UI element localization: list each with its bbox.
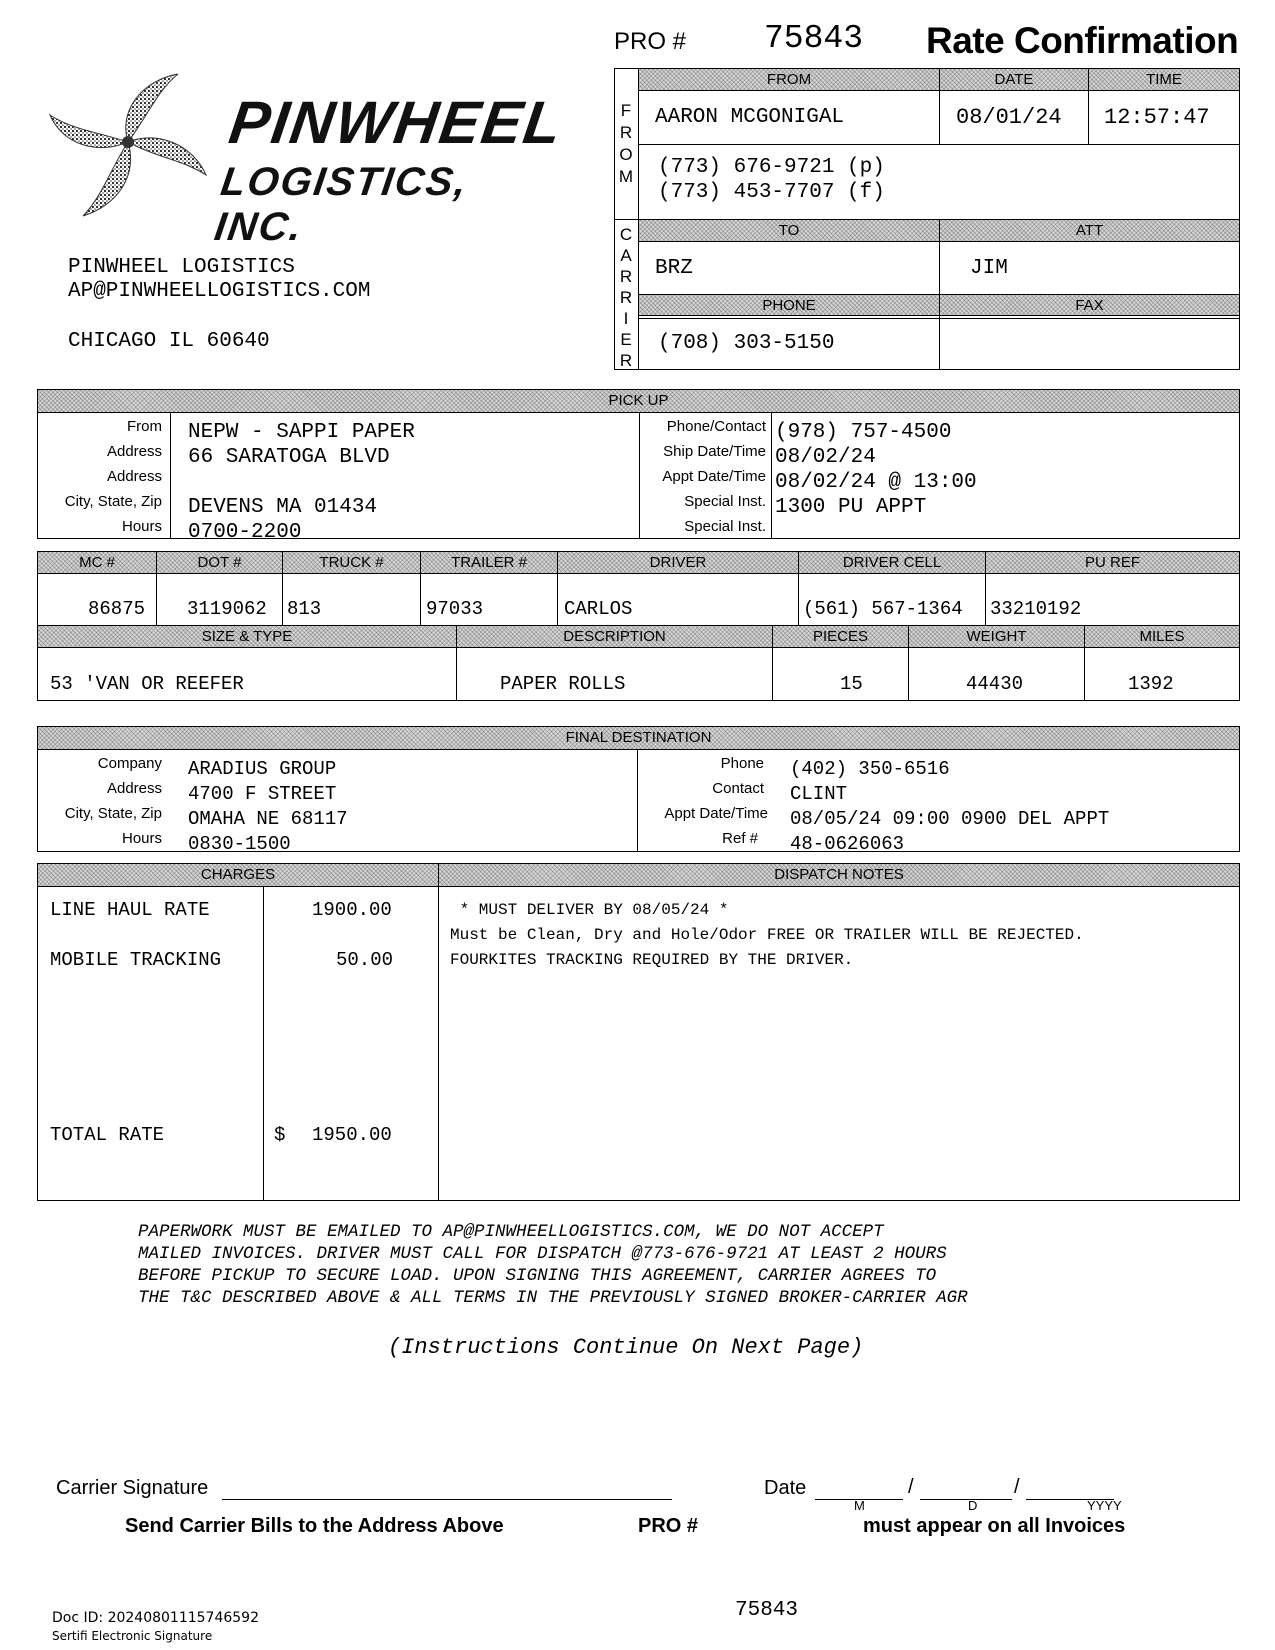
dest-label-ref: Ref # xyxy=(722,830,758,847)
month-caption: M xyxy=(854,1498,865,1513)
carrier-to: BRZ xyxy=(655,257,693,280)
pickup-ship-date: 08/02/24 xyxy=(775,446,876,469)
truck-header: TRUCK # xyxy=(283,552,420,574)
pickup-city: DEVENS MA 01434 xyxy=(188,496,378,519)
pickup-label-city: City, State, Zip xyxy=(64,493,162,510)
charges-header: CHARGES xyxy=(38,864,438,887)
date-label: Date xyxy=(764,1477,807,1499)
continue-note: (Instructions Continue On Next Page) xyxy=(388,1335,864,1360)
dest-label-hours: Hours xyxy=(121,830,162,847)
pu-ref: 33210192 xyxy=(990,598,1082,620)
from-time: 12:57:47 xyxy=(1104,105,1210,130)
dispatch-header: DISPATCH NOTES xyxy=(439,864,1239,887)
pieces: 15 xyxy=(840,673,863,695)
mc-number: 86875 xyxy=(88,598,146,620)
description: PAPER ROLLS xyxy=(500,673,626,695)
dot-header: DOT # xyxy=(157,552,282,574)
line-haul-label: LINE HAUL RATE xyxy=(50,899,210,921)
carrier-att: JIM xyxy=(970,257,1008,280)
weight-header: WEIGHT xyxy=(909,626,1084,648)
dest-company: ARADIUS GROUP xyxy=(188,758,337,780)
mc-header: MC # xyxy=(38,552,156,574)
logo-name: PINWHEEL xyxy=(225,89,568,156)
company-name: PINWHEEL LOGISTICS xyxy=(68,256,295,279)
pro-number: 75843 xyxy=(764,20,864,57)
pickup-label-special: Special Inst. xyxy=(684,493,766,510)
dest-label-contact: Contact xyxy=(712,780,764,797)
dest-address: 4700 F STREET xyxy=(188,783,337,805)
date-header: DATE xyxy=(940,69,1088,91)
dest-label-city: City, State, Zip xyxy=(64,805,162,822)
to-header: TO xyxy=(639,220,939,242)
carrier-signature-label: Carrier Signature xyxy=(56,1477,209,1499)
total-rate-label: TOTAL RATE xyxy=(50,1124,165,1146)
size-type-header: SIZE & TYPE xyxy=(38,626,456,648)
pinwheel-icon xyxy=(48,70,208,220)
company-city: CHICAGO IL 60640 xyxy=(68,330,270,353)
miles-header: MILES xyxy=(1085,626,1239,648)
pickup-header: PICK UP xyxy=(38,390,1239,413)
pickup-special: 1300 PU APPT xyxy=(775,496,927,519)
year-caption: YYYY xyxy=(1087,1498,1122,1513)
fax-header: FAX xyxy=(940,294,1239,316)
dispatch-note: Must be Clean, Dry and Hole/Odor FREE OR TRAILER WILL BE REJECTED. xyxy=(450,926,1084,944)
total-rate-amount: 1950.00 xyxy=(312,1124,392,1146)
dest-label-company: Company xyxy=(97,755,162,772)
pickup-label-appt: Appt Date/Time xyxy=(662,468,766,485)
pieces-header: PIECES xyxy=(773,626,908,648)
pickup-label-special2: Special Inst. xyxy=(684,518,766,535)
terms-text: PAPERWORK MUST BE EMAILED TO AP@PINWHEELLOGISTICS.COM, WE DO NOT ACCEPT MAILED INVOICES. DRIVER MUST CALL FOR DISPATCH @773-676-9721 AT LEAST 2 HOURS BEFORE PICKUP TO SECURE LOAD. UPON SIGNING THIS AGREEMENT, CARRIER AGREES TO THE T&C DESCRIBED ABOVE & ALL TERMS IN THE PREVIOUSLY SIGNED BROKER-CARRIER AGR xyxy=(138,1222,968,1308)
phone-header: PHONE xyxy=(639,294,939,316)
pickup-label-hours: Hours xyxy=(121,518,162,535)
dest-appt: 08/05/24 09:00 0900 DEL APPT xyxy=(790,808,1110,830)
carrier-signature-line[interactable] xyxy=(222,1499,672,1500)
from-fax: (773) 453-7707 (f) xyxy=(658,181,885,204)
company-logo xyxy=(48,70,568,249)
pickup-hours: 0700-2200 xyxy=(188,521,302,538)
sertifi-label: Sertifi Electronic Signature xyxy=(52,1629,213,1643)
footer-pro-number: 75843 xyxy=(735,1599,799,1622)
truck-number: 813 xyxy=(287,598,322,620)
dest-ref: 48-0626063 xyxy=(790,833,905,850)
pickup-phone: (978) 757-4500 xyxy=(775,421,952,444)
dest-city: OMAHA NE 68117 xyxy=(188,808,348,830)
pickup-label-address: Address xyxy=(106,443,162,460)
pickup-label-ship: Ship Date/Time xyxy=(663,443,766,460)
pickup-from: NEPW - SAPPI PAPER xyxy=(188,421,415,444)
dest-label-appt: Appt Date/Time xyxy=(664,805,768,822)
dispatch-note: FOURKITES TRACKING REQUIRED BY THE DRIVER. xyxy=(450,951,854,969)
pro-label: PRO # xyxy=(614,28,687,55)
carrier-side-label: C A R R I E R xyxy=(619,225,633,370)
logo-subtitle: LOGISTICS, INC. xyxy=(211,160,472,249)
from-date: 08/01/24 xyxy=(956,105,1062,130)
must-appear-note: must appear on all Invoices xyxy=(863,1515,1126,1537)
pickup-address: 66 SARATOGA BLVD xyxy=(188,446,390,469)
pickup-label-from: From xyxy=(127,418,162,435)
time-header: TIME xyxy=(1089,69,1239,91)
dest-phone: (402) 350-6516 xyxy=(790,758,950,780)
miles: 1392 xyxy=(1128,673,1174,695)
trailer-header: TRAILER # xyxy=(421,552,557,574)
driver-name: CARLOS xyxy=(564,598,633,620)
dest-label-address: Address xyxy=(106,780,162,797)
from-header: FROM xyxy=(639,69,939,91)
weight: 44430 xyxy=(966,673,1024,695)
trailer-number: 97033 xyxy=(426,598,484,620)
doc-id: Doc ID: 20240801115746592 xyxy=(52,1610,259,1626)
destination-header: FINAL DESTINATION xyxy=(38,727,1239,750)
day-caption: D xyxy=(968,1498,978,1513)
pu-ref-header: PU REF xyxy=(986,552,1239,574)
line-haul-amount: 1900.00 xyxy=(312,899,392,921)
from-side-label: F R O M xyxy=(618,101,634,186)
dest-hours: 0830-1500 xyxy=(188,833,291,850)
dest-contact: CLINT xyxy=(790,783,848,805)
dest-label-phone: Phone xyxy=(720,755,764,772)
description-header: DESCRIPTION xyxy=(457,626,772,648)
pickup-appt-date: 08/02/24 @ 13:00 xyxy=(775,471,977,494)
from-phone: (773) 676-9721 (p) xyxy=(658,156,885,179)
from-name: AARON MCGONIGAL xyxy=(655,106,845,129)
company-email: AP@PINWHEELLOGISTICS.COM xyxy=(68,280,371,303)
mobile-tracking-label: MOBILE TRACKING xyxy=(50,949,222,971)
att-header: ATT xyxy=(940,220,1239,242)
driver-header: DRIVER xyxy=(558,552,798,574)
pickup-label-phone: Phone/Contact xyxy=(666,418,766,435)
send-bills-note: Send Carrier Bills to the Address Above xyxy=(125,1515,504,1537)
document-title: Rate Confirmation xyxy=(926,20,1239,61)
mobile-tracking-amount: 50.00 xyxy=(336,949,394,971)
dispatch-note: * MUST DELIVER BY 08/05/24 * xyxy=(450,901,729,919)
size-type: 53 'VAN OR REEFER xyxy=(50,673,244,695)
total-currency: $ xyxy=(274,1124,286,1146)
bottom-pro-label: PRO # xyxy=(638,1515,699,1537)
driver-cell-header: DRIVER CELL xyxy=(799,552,985,574)
date-day-line[interactable] xyxy=(920,1499,1012,1500)
dot-number: 3119062 xyxy=(187,598,267,620)
driver-cell: (561) 567-1364 xyxy=(803,598,963,620)
carrier-phone: (708) 303-5150 xyxy=(658,332,835,355)
pickup-label-address2: Address xyxy=(106,468,162,485)
